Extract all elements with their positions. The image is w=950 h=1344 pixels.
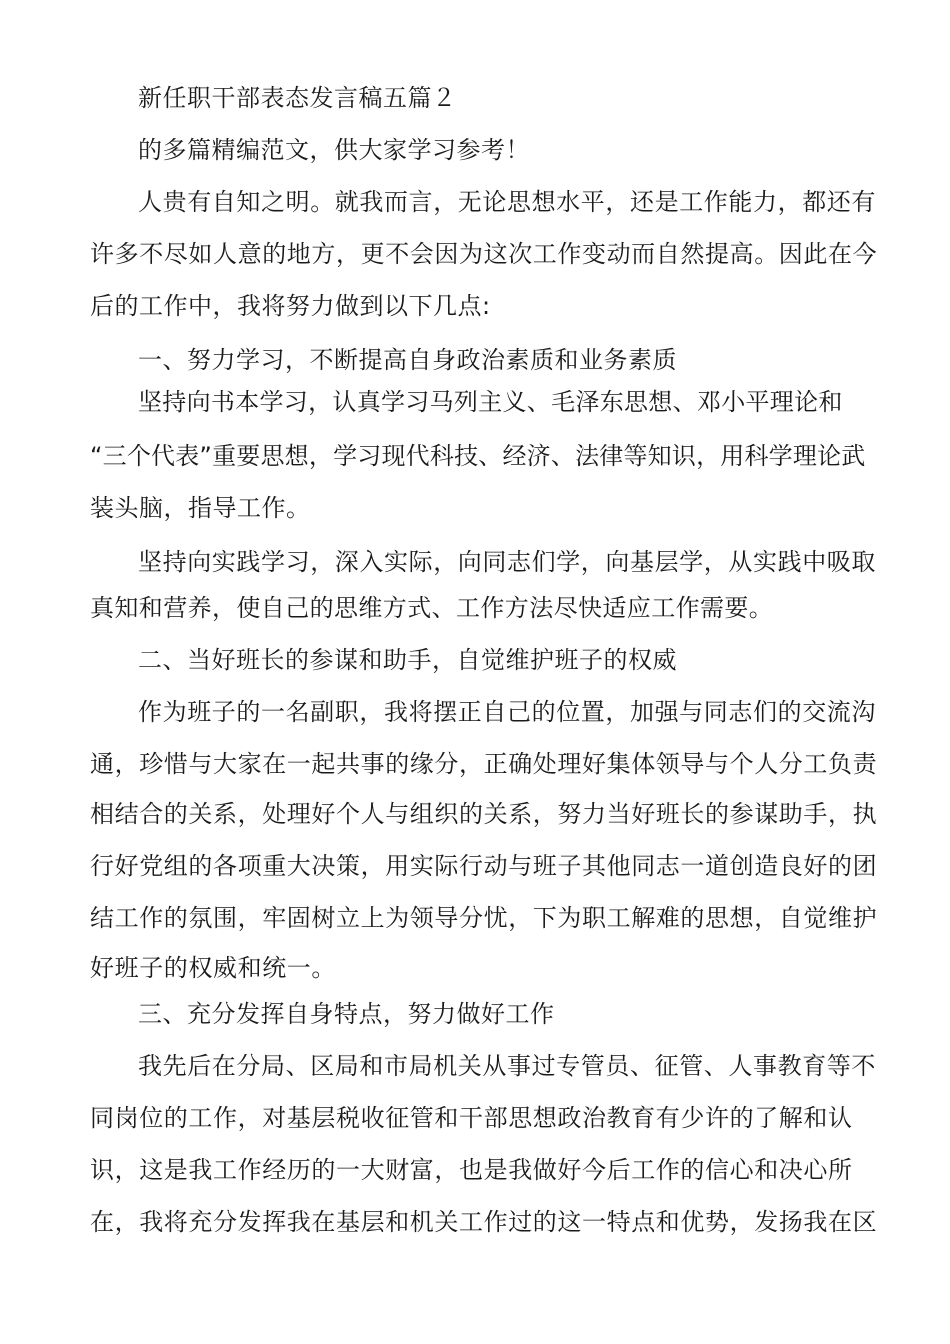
text-line: 结工作的氛围，牢固树立上为领导分忧，下为职工解难的思想，自觉维护 xyxy=(90,904,878,932)
text-line: 通，珍惜与大家在一起共事的缘分，正确处理好集体领导与个人分工负责 xyxy=(90,750,878,778)
section-heading: 二、当好班长的参谋和助手，自觉维护班子的权威 xyxy=(138,646,677,674)
text-line: 坚持向实践学习，深入实际，向同志们学，向基层学，从实践中吸取 xyxy=(138,548,876,576)
text-line: 真知和营养，使自己的思维方式、工作方法尽快适应工作需要。 xyxy=(90,594,774,622)
text-line: 装头脑，指导工作。 xyxy=(90,494,311,522)
text-line: 的多篇精编范文，供大家学习参考！ xyxy=(138,136,530,164)
text-line: 后的工作中，我将努力做到以下几点: xyxy=(90,292,491,320)
text-line: 好班子的权威和统一。 xyxy=(90,954,336,982)
text-line: 相结合的关系，处理好个人与组织的关系，努力当好班长的参谋助手，执 xyxy=(90,800,878,828)
text-line: 在，我将充分发挥我在基层和机关工作过的这一特点和优势，发扬我在区 xyxy=(90,1208,878,1236)
text-line: 坚持向书本学习，认真学习马列主义、毛泽东思想、邓小平理论和 xyxy=(138,388,843,416)
text-line: 行好党组的各项重大决策，用实际行动与班子其他同志一道创造良好的团 xyxy=(90,852,878,880)
text-line: 人贵有自知之明。就我而言，无论思想水平，还是工作能力，都还有 xyxy=(138,188,876,216)
text-line: 我先后在分局、区局和市局机关从事过专管员、征管、人事教育等不 xyxy=(138,1052,876,1080)
text-line: 识，这是我工作经历的一大财富，也是我做好今后工作的信心和决心所 xyxy=(90,1156,853,1184)
section-heading: 三、充分发挥自身特点，努力做好工作 xyxy=(138,1000,555,1028)
text-line: “三个代表”重要思想，学习现代科技、经济、法律等知识，用科学理论武 xyxy=(90,442,866,470)
text-line: 许多不尽如人意的地方，更不会因为这次工作变动而自然提高。因此在今 xyxy=(90,240,878,268)
text-line: 作为班子的一名副职，我将摆正自己的位置，加强与同志们的交流沟 xyxy=(138,698,876,726)
document-title-line: 新任职干部表态发言稿五篇２ xyxy=(138,84,457,112)
text-line: 同岗位的工作，对基层税收征管和干部思想政治教育有少许的了解和认 xyxy=(90,1104,853,1132)
section-heading: 一、努力学习，不断提高自身政治素质和业务素质 xyxy=(138,346,677,374)
